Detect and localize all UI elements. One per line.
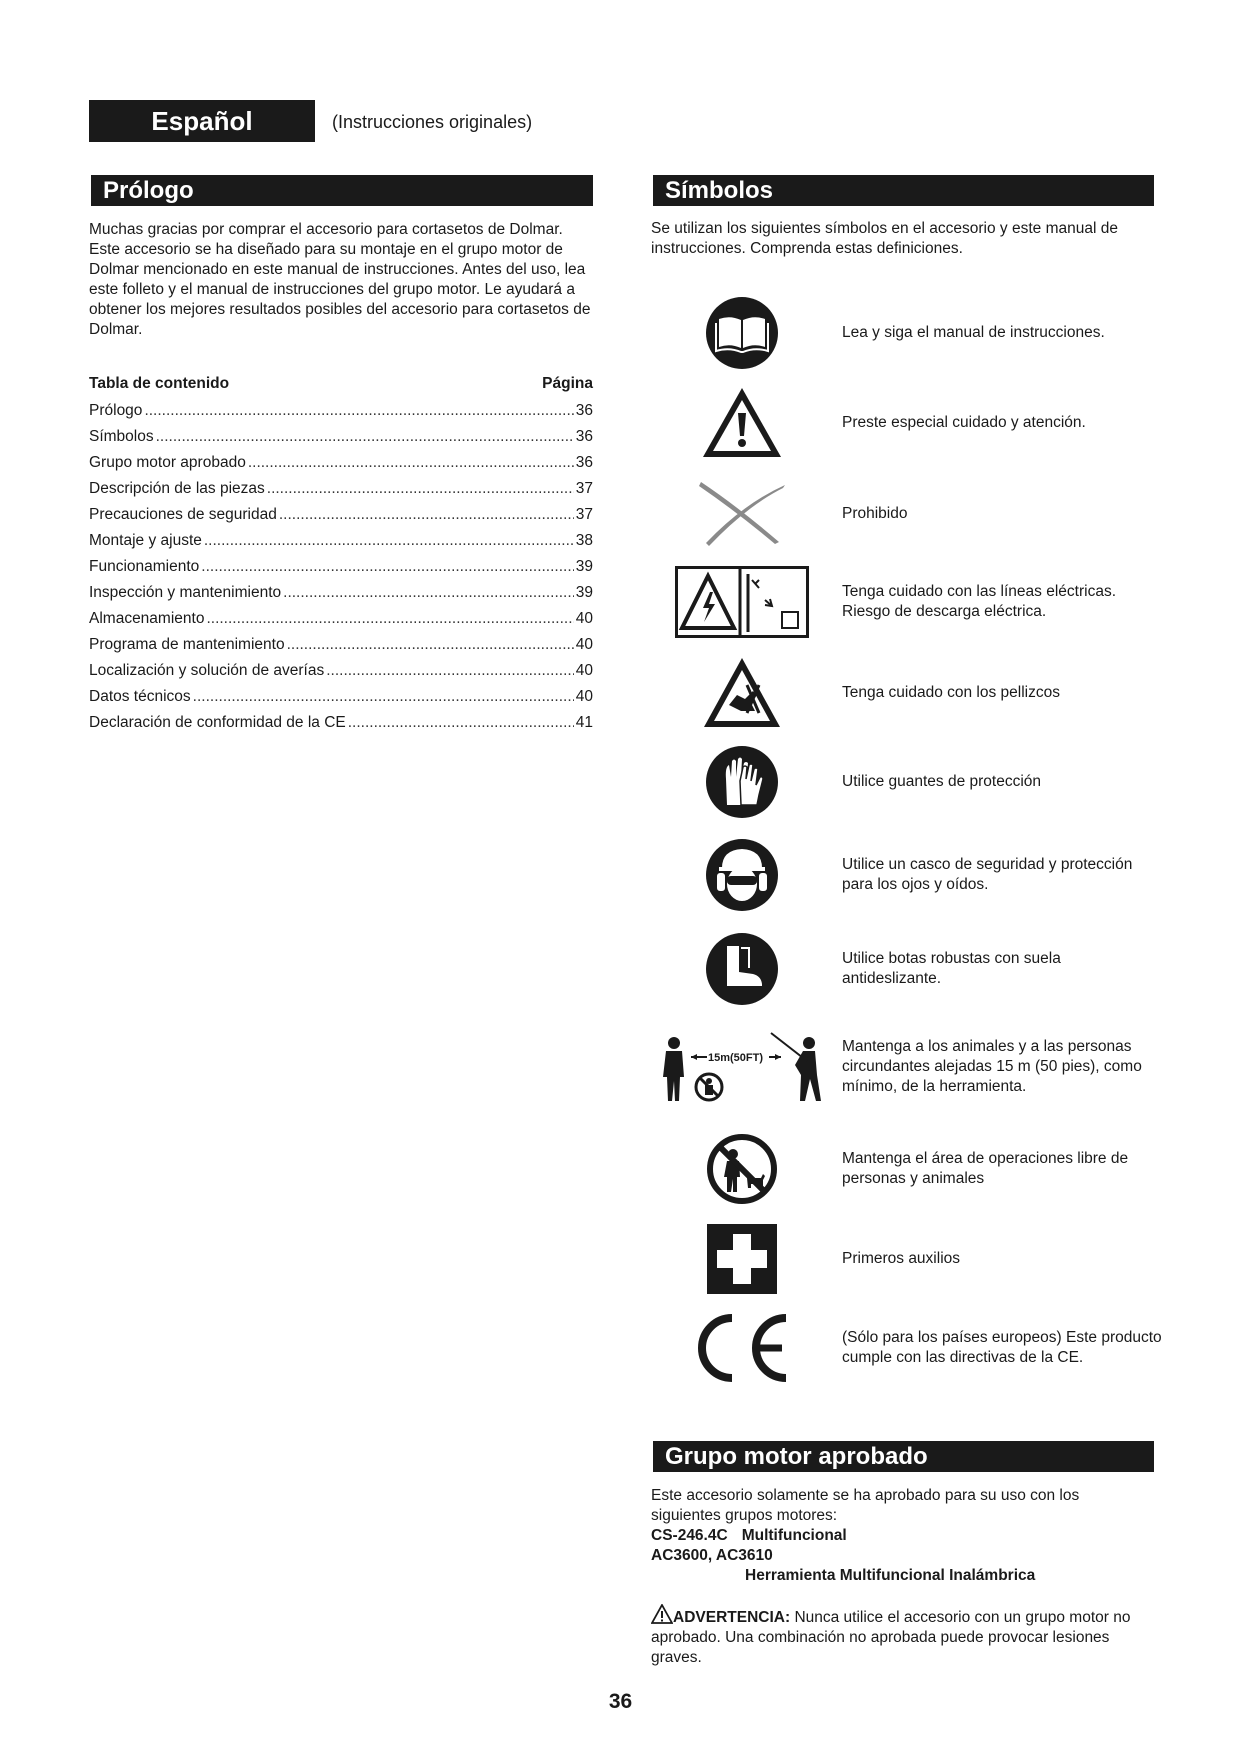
symbol-row (652, 561, 1162, 643)
warning-label: ADVERTENCIA: (673, 1609, 791, 1626)
symbol-row (652, 1218, 1162, 1300)
symbol-text: Utilice un casco de seguridad y protección para los ojos y oídos. (842, 856, 1133, 893)
toc-entry-title: Inspección y mantenimiento (89, 584, 282, 601)
toc-entry-page: 38 (575, 532, 593, 549)
toc-entry-title: Prólogo (89, 402, 143, 419)
toc-entry-page: 36 (575, 428, 593, 445)
toc-row (89, 532, 593, 558)
grupo-motor-intro: Este accesorio solamente se ha aprobado para su uso con los siguientes grupos motores: (651, 1487, 1080, 1524)
page-number: 36 (608, 1690, 633, 1713)
toc-page-heading: Página (542, 375, 593, 392)
toc-entry-page: 40 (575, 688, 593, 705)
symbol-text: Mantenga el área de operaciones libre de personas y animales (842, 1150, 1129, 1187)
toc-heading: Tabla de contenido (89, 375, 230, 392)
toc-leader-dots (283, 584, 574, 602)
toc-header (89, 375, 593, 393)
toc-row (89, 584, 593, 610)
toc-row (89, 402, 593, 428)
electric-lines-icon (652, 566, 832, 638)
toc-entry-title: Montaje y ajuste (89, 532, 202, 549)
table-of-contents (89, 402, 593, 740)
toc-leader-dots (156, 428, 574, 446)
simbolos-heading: Símbolos (650, 175, 1154, 206)
language-label: Español (89, 100, 315, 142)
toc-entry-title: Precauciones de seguridad (89, 506, 277, 523)
toc-entry-page: 39 (575, 558, 593, 575)
symbol-row (652, 474, 1162, 554)
grupo-motor-heading: Grupo motor aprobado (650, 1441, 1154, 1472)
toc-entry-page: 40 (575, 662, 593, 679)
toc-leader-dots (204, 532, 574, 550)
toc-row (89, 662, 593, 688)
prohibited-x-icon (652, 476, 832, 552)
toc-row (89, 480, 593, 506)
symbol-text: Utilice guantes de protección (842, 773, 1042, 790)
book-icon (652, 296, 832, 370)
helmet-goggles-earmuffs-icon (652, 838, 832, 912)
toc-leader-dots (206, 610, 573, 628)
symbol-row (652, 652, 1162, 734)
instructions-subtitle: (Instrucciones originales) (332, 112, 533, 132)
boots-icon (652, 932, 832, 1006)
toc-leader-dots (248, 454, 574, 472)
warning-paragraph (651, 1604, 1161, 1668)
warning-icon (651, 1604, 673, 1624)
toc-row (89, 714, 593, 740)
model-description-2: Herramienta Multifuncional Inalámbrica (745, 1567, 1036, 1584)
toc-entry-title: Funcionamiento (89, 558, 200, 575)
first-aid-icon (652, 1224, 832, 1294)
toc-row (89, 688, 593, 714)
symbol-text: Tenga cuidado con las líneas eléctricas. Riesgo de descarga eléctrica. (842, 583, 1116, 620)
toc-leader-dots (348, 714, 574, 732)
ce-mark-icon (652, 1312, 832, 1384)
warning-triangle-icon (652, 385, 832, 461)
toc-row (89, 454, 593, 480)
toc-entry-page: 37 (575, 480, 593, 497)
symbol-row (652, 1128, 1162, 1210)
toc-entry-title: Datos técnicos (89, 688, 191, 705)
symbol-text: Prohibido (842, 505, 908, 522)
pinch-hazard-icon (652, 655, 832, 731)
simbolos-intro: Se utilizan los siguientes símbolos en el accesorio y este manual de instrucciones. Comprenda estas definiciones. (651, 220, 1118, 257)
toc-leader-dots (326, 662, 574, 680)
toc-entry-page: 40 (575, 610, 593, 627)
toc-entry-title: Localización y solución de averías (89, 662, 325, 679)
prologo-heading: Prólogo (88, 175, 593, 206)
gloves-icon (652, 745, 832, 819)
toc-row (89, 428, 593, 454)
toc-leader-dots (267, 480, 574, 498)
symbol-text: Primeros auxilios (842, 1250, 961, 1267)
model-name: CS-246.4C (651, 1527, 728, 1544)
toc-leader-dots (193, 688, 574, 706)
model-name-2: AC3600, AC3610 (651, 1547, 773, 1564)
toc-leader-dots (201, 558, 573, 576)
symbol-row (652, 834, 1162, 916)
toc-entry-page: 37 (575, 506, 593, 523)
toc-entry-page: 41 (575, 714, 593, 731)
toc-entry-page: 36 (575, 402, 593, 419)
model-row-1 (651, 1526, 847, 1546)
toc-entry-title: Descripción de las piezas (89, 480, 265, 497)
toc-entry-title: Programa de mantenimiento (89, 636, 285, 653)
toc-row (89, 636, 593, 662)
warning-text: Nunca utilice el accesorio con un grupo motor no aprobado. Una combinación no aprobada puede provocar lesiones graves. (651, 1609, 1131, 1666)
symbol-text: Mantenga a los animales y a las personas circundantes alejadas 15 m (50 pies), como mínimo, de la herramienta. (842, 1038, 1142, 1095)
no-people-animals-icon (652, 1132, 832, 1206)
symbol-row (652, 1022, 1162, 1112)
symbol-text: Preste especial cuidado y atención. (842, 414, 1086, 431)
toc-row (89, 610, 593, 636)
toc-row (89, 558, 593, 584)
symbol-text: (Sólo para los países europeos) Este producto cumple con las directivas de la CE. (842, 1329, 1162, 1366)
toc-entry-title: Declaración de conformidad de la CE (89, 714, 346, 731)
toc-leader-dots (144, 402, 573, 420)
symbol-row (652, 383, 1162, 463)
toc-leader-dots (279, 506, 574, 524)
toc-row (89, 506, 593, 532)
prologo-text: Muchas gracias por comprar el accesorio para cortasetos de Dolmar. Este accesorio se ha diseñado para su montaje en el grupo motor de Dolmar mencionado en este manual de instrucciones. Antes del uso, lea este folleto y el manual de instrucciones del grupo motor. Le ayudará a obtener los mejores resultados posibles del accesorio para cortasetos de Dolmar. (89, 221, 591, 338)
toc-entry-title: Símbolos (89, 428, 154, 445)
distance-label: 15m(50FT) (708, 1052, 764, 1064)
toc-entry-title: Almacenamiento (89, 610, 205, 627)
symbol-row (652, 928, 1162, 1010)
toc-entry-page: 40 (575, 636, 593, 653)
symbol-text: Tenga cuidado con los pellizcos (842, 684, 1060, 701)
symbol-row (652, 293, 1162, 373)
symbol-row (652, 1303, 1162, 1393)
toc-entry-page: 36 (575, 454, 593, 471)
toc-leader-dots (287, 636, 574, 654)
toc-entry-page: 39 (575, 584, 593, 601)
model-description: Multifuncional (741, 1527, 847, 1544)
keep-distance-icon (652, 1029, 832, 1105)
toc-entry-title: Grupo motor aprobado (89, 454, 246, 471)
symbol-row (652, 741, 1162, 823)
symbol-text: Lea y siga el manual de instrucciones. (842, 324, 1105, 341)
symbol-text: Utilice botas robustas con suela antideslizante. (842, 950, 1061, 987)
